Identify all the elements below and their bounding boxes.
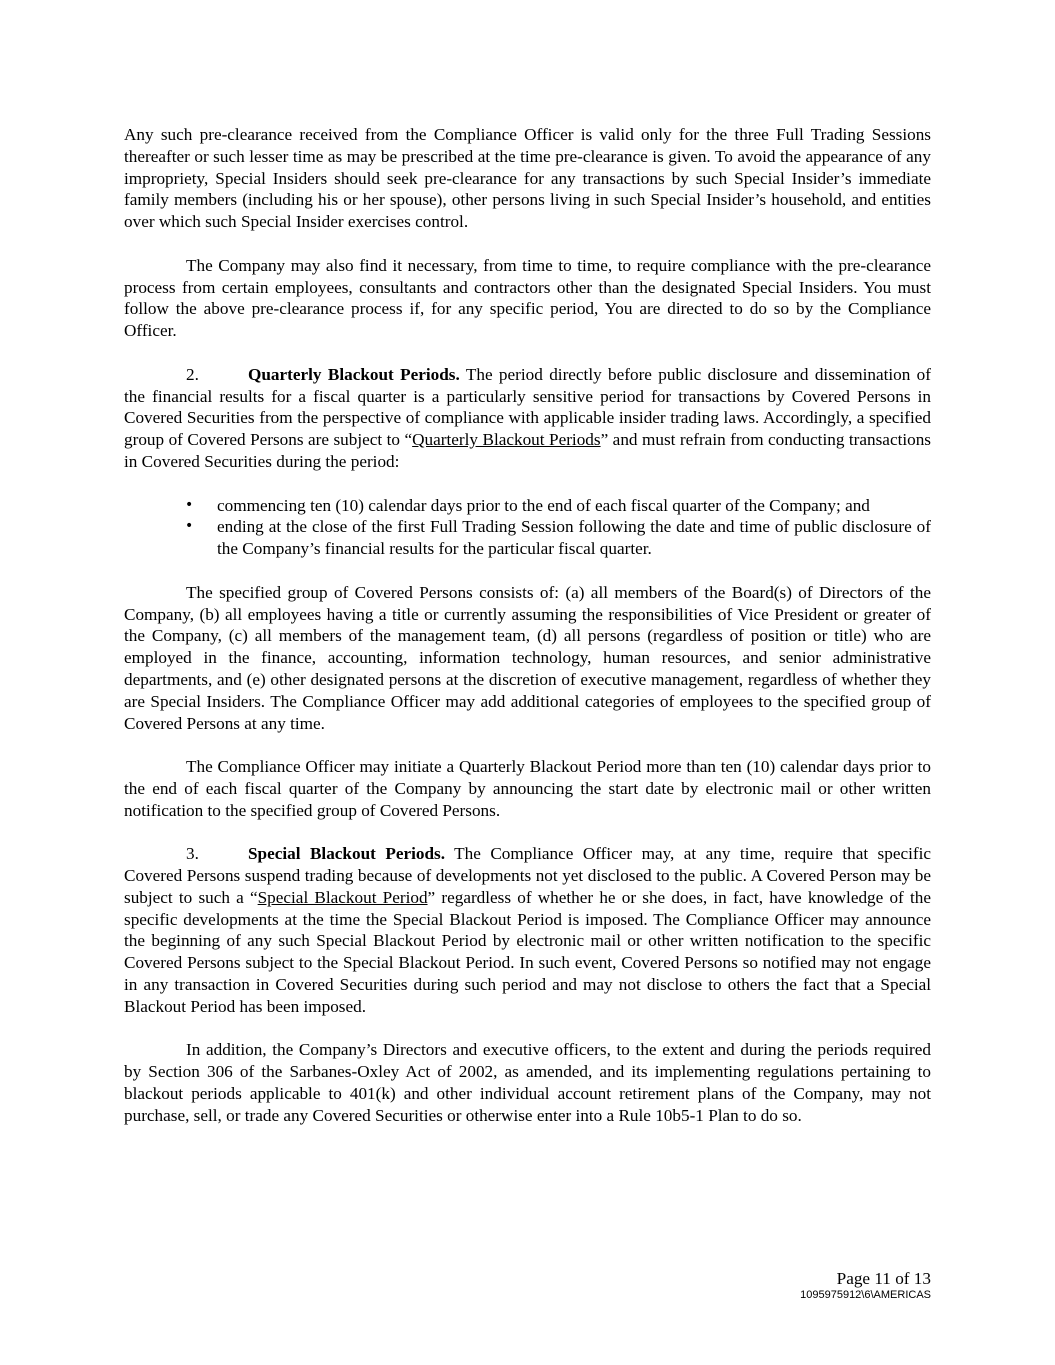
blackout-period-bullets bbox=[124, 495, 931, 560]
paragraph-initiate-blackout: The Compliance Officer may initiate a Quarterly Blackout Period more than ten (10) calendar days prior to the end of each fiscal quarter of the Company by announcing the start date by electronic mail or other written notification to the specified group of Covered Persons. bbox=[124, 757, 931, 820]
bullet-text: ending at the close of the first Full Trading Session following the date and time of public disclosure of the Company’s financial results for the particular fiscal quarter. bbox=[217, 517, 931, 559]
paragraph-sarbanes-oxley: In addition, the Company’s Directors and executive officers, to the extent and during the periods required by Section 306 of the Sarbanes-Oxley Act of 2002, as amended, and its implementing regulations pertaining to blackout periods applicable to 401(k) and other individual account retirement plans of the Company, may not purchase, sell, or trade any Covered Securities or otherwise enter into a Rule 10b5-1 Plan to do so. bbox=[124, 1040, 931, 1125]
document-id: 1095975912\6\AMERICAS bbox=[800, 1289, 931, 1301]
section-2-heading: Quarterly Blackout Periods. bbox=[248, 364, 460, 384]
bullet-item-commencing bbox=[124, 495, 931, 517]
page-number: Page 11 of 13 bbox=[836, 1269, 931, 1288]
section-3-defined-term: Special Blackout Period bbox=[257, 887, 428, 907]
bullet-icon: • bbox=[185, 518, 194, 535]
bullet-item-ending bbox=[124, 516, 931, 560]
bullet-text: commencing ten (10) calendar days prior to the end of each fiscal quarter of the Company; and bbox=[217, 495, 870, 515]
paragraph-covered-persons-group: The specified group of Covered Persons consists of: (a) all members of the Board(s) of Directors of the Company, (b) all employees having a title or currently assuming the responsibilities of Vice President or greater of the Company, (c) all members of the management team, (d) all persons (regardless of position or title) who are employed in the finance, accounting, information technology, human resources, and senior administrative departments, and (e) other designated persons at the discretion of executive management, regardless of whether they are Special Insiders. The Compliance Officer may add additional categories of employees to the specified group of Covered Persons at any time. bbox=[124, 582, 931, 733]
section-3-special-blackout bbox=[124, 843, 931, 1017]
section-2-defined-term: Quarterly Blackout Periods bbox=[412, 430, 601, 450]
bullet-icon: • bbox=[185, 496, 194, 513]
section-3-number: 3. bbox=[186, 844, 199, 864]
section-2-text-a: The period directly before public disclosure and dissemination of the financial results for a fiscal quarter is a particularly sensitive period for transactions by Covered Persons in Covered Securities from the perspective of compliance with applicable insider trading laws. Accordingly, a specified group of Covered Persons are subject to “ bbox=[124, 364, 931, 450]
page-footer bbox=[800, 1269, 931, 1302]
section-3-text-a: The Compliance Officer may, at any time, require that specific Covered Persons suspend trading because of developments not yet disclosed to the public. A Covered Person may be subject to such a “ bbox=[124, 844, 932, 907]
section-2-quarterly-blackout bbox=[124, 364, 931, 473]
section-3-heading: Special Blackout Periods. bbox=[248, 844, 445, 864]
paragraph-preclearance-others: The Company may also find it necessary, from time to time, to require compliance with the pre-clearance process from certain employees, consultants and contractors other than the designated Special Insiders. You must follow the above pre-clearance process if, for any specific period, You are directed to do so by the Compliance Officer. bbox=[124, 255, 931, 341]
section-2-number: 2. bbox=[186, 364, 199, 384]
section-2-text-b: ” and must refrain from conducting transactions in Covered Securities during the period: bbox=[124, 430, 931, 471]
section-3-text-b: ” regardless of whether he or she does, in fact, have knowledge of the specific developments at the time the Special Blackout Period is imposed. The Compliance Officer may announce the beginning of any such Special Blackout Period by electronic mail or other written notification to the specific Covered Persons subject to the Special Blackout Period. In such event, Covered Persons so notified may not engage in any transaction in Covered Securities during such period and may not disclose to others the fact that a Special Blackout Period has been imposed. bbox=[124, 887, 931, 1016]
paragraph-preclearance-validity: Any such pre-clearance received from the Compliance Officer is valid only for the three Full Trading Sessions thereafter or such lesser time as may be prescribed at the time pre-clearance is given. To avoid the appearance of any impropriety, Special Insiders should seek pre-clearance for any transactions by such Special Insider’s immediate family members (including his or her spouse), other persons living in such Special Insider’s household, and entities over which such Special Insider exercises control. bbox=[124, 125, 931, 232]
document-body bbox=[124, 124, 931, 1148]
